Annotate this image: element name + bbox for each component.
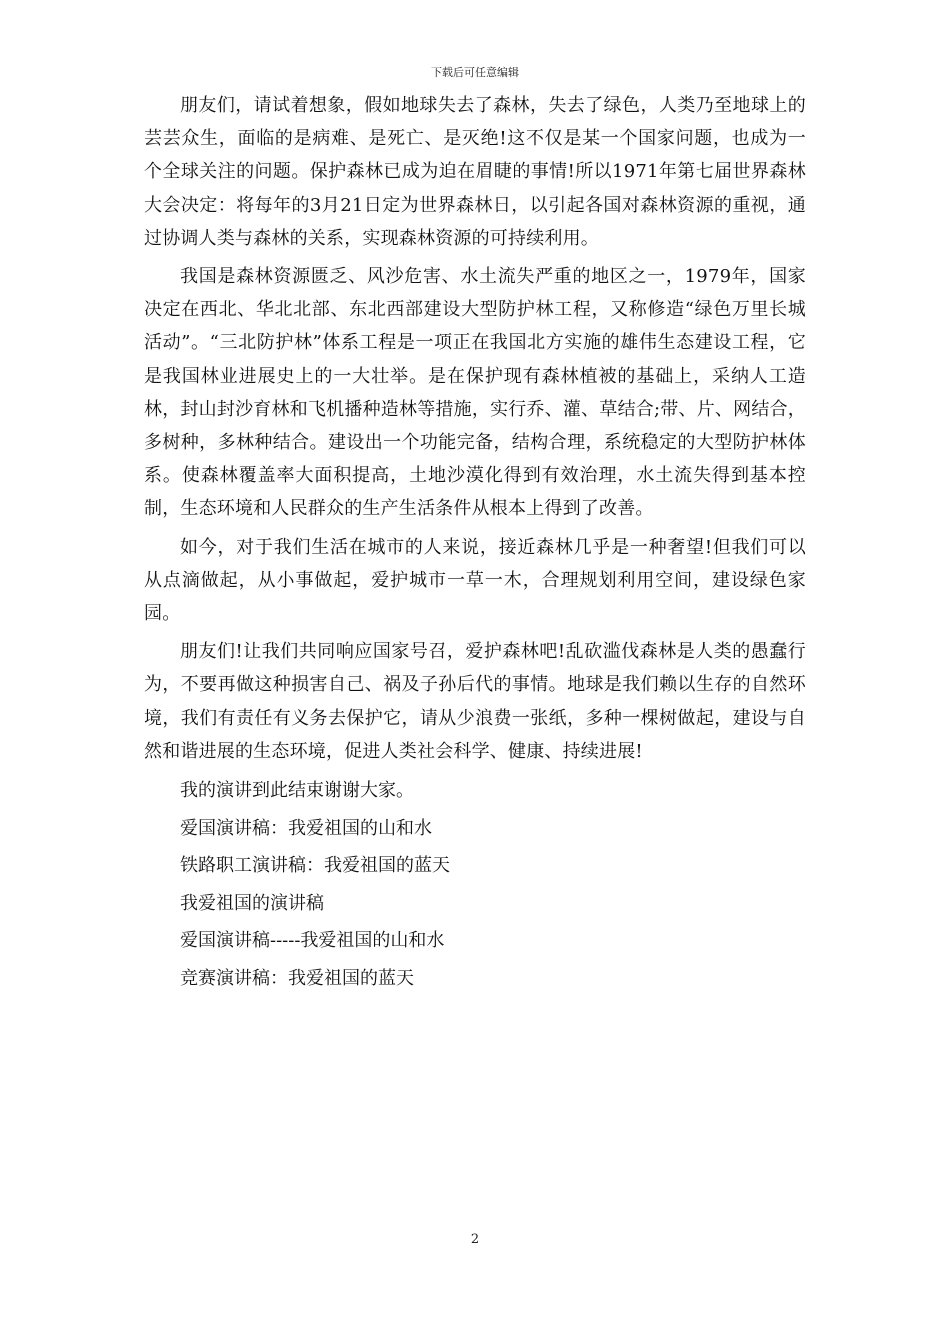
related-list <box>144 772 806 997</box>
related-title: 竞赛演讲稿：我爱祖国的蓝天 <box>180 967 414 989</box>
related-title: 爱国演讲稿-----我爱祖国的山和水 <box>180 930 445 952</box>
document-body <box>144 89 806 997</box>
paragraph: 我国是森林资源匮乏、风沙危害、水土流失严重的地区之一，1979年，国家决定在西北、华北北部、东北西部建设大型防护林工程，又称修造“绿色万里长城活动”。“三北防护林”体系工程是一项正在我国北方实施的雄伟生态建设工程，它是我国林业进展史上的一大壮举。是在保护现有森林植被的基础上，采纳人工造林，封山封沙育林和飞机播种造林等措施，实行乔、灌、草结合;带、片、网结合，多树种，多林种结合。建设出一个功能完备，结构合理，系统稳定的大型防护林体系。使森林覆盖率大面积提高，土地沙漠化得到有效治理，水土流失得到基本控制，生态环境和人民群众的生产生活条件从根本上得到了改善。 <box>144 266 806 520</box>
paragraph: 朋友们!让我们共同响应国家号召，爱护森林吧!乱砍滥伐森林是人类的愚蠢行为，不要再做这种损害自己、祸及子孙后代的事情。地球是我们赖以生存的自然环境，我们有责任有义务去保护它，请从少浪费一张纸，多种一棵树做起，建设与自然和谐进展的生态环境，促进人类社会科学、健康、持续进展! <box>144 641 806 762</box>
page-number: 2 <box>470 1232 480 1247</box>
paragraph: 如今，对于我们生活在城市的人来说，接近森林几乎是一种奢望!但我们可以从点滴做起，从小事做起，爱护城市一草一木，合理规划利用空间，建设绿色家园。 <box>144 536 806 625</box>
page-header: 下载后可任意编辑 <box>431 66 519 79</box>
related-title: 我爱祖国的演讲稿 <box>180 892 324 914</box>
related-title: 爱国演讲稿：我爱祖国的山和水 <box>180 817 432 839</box>
paragraph: 朋友们，请试着想象，假如地球失去了森林，失去了绿色，人类乃至地球上的芸芸众生，面临的是病难、是死亡、是灭绝!这不仅是某一个国家问题，也成为一个全球关注的问题。保护森林已成为迫在眉睫的事情!所以1971年第七届世界森林大会决定：将每年的3月21日定为世界森林日，以引起各国对森林资源的重视，通过协调人类与森林的关系，实现森林资源的可持续利用。 <box>144 95 806 249</box>
closing-line: 我的演讲到此结束谢谢大家。 <box>180 780 414 802</box>
related-title: 铁路职工演讲稿：我爱祖国的蓝天 <box>180 855 450 877</box>
